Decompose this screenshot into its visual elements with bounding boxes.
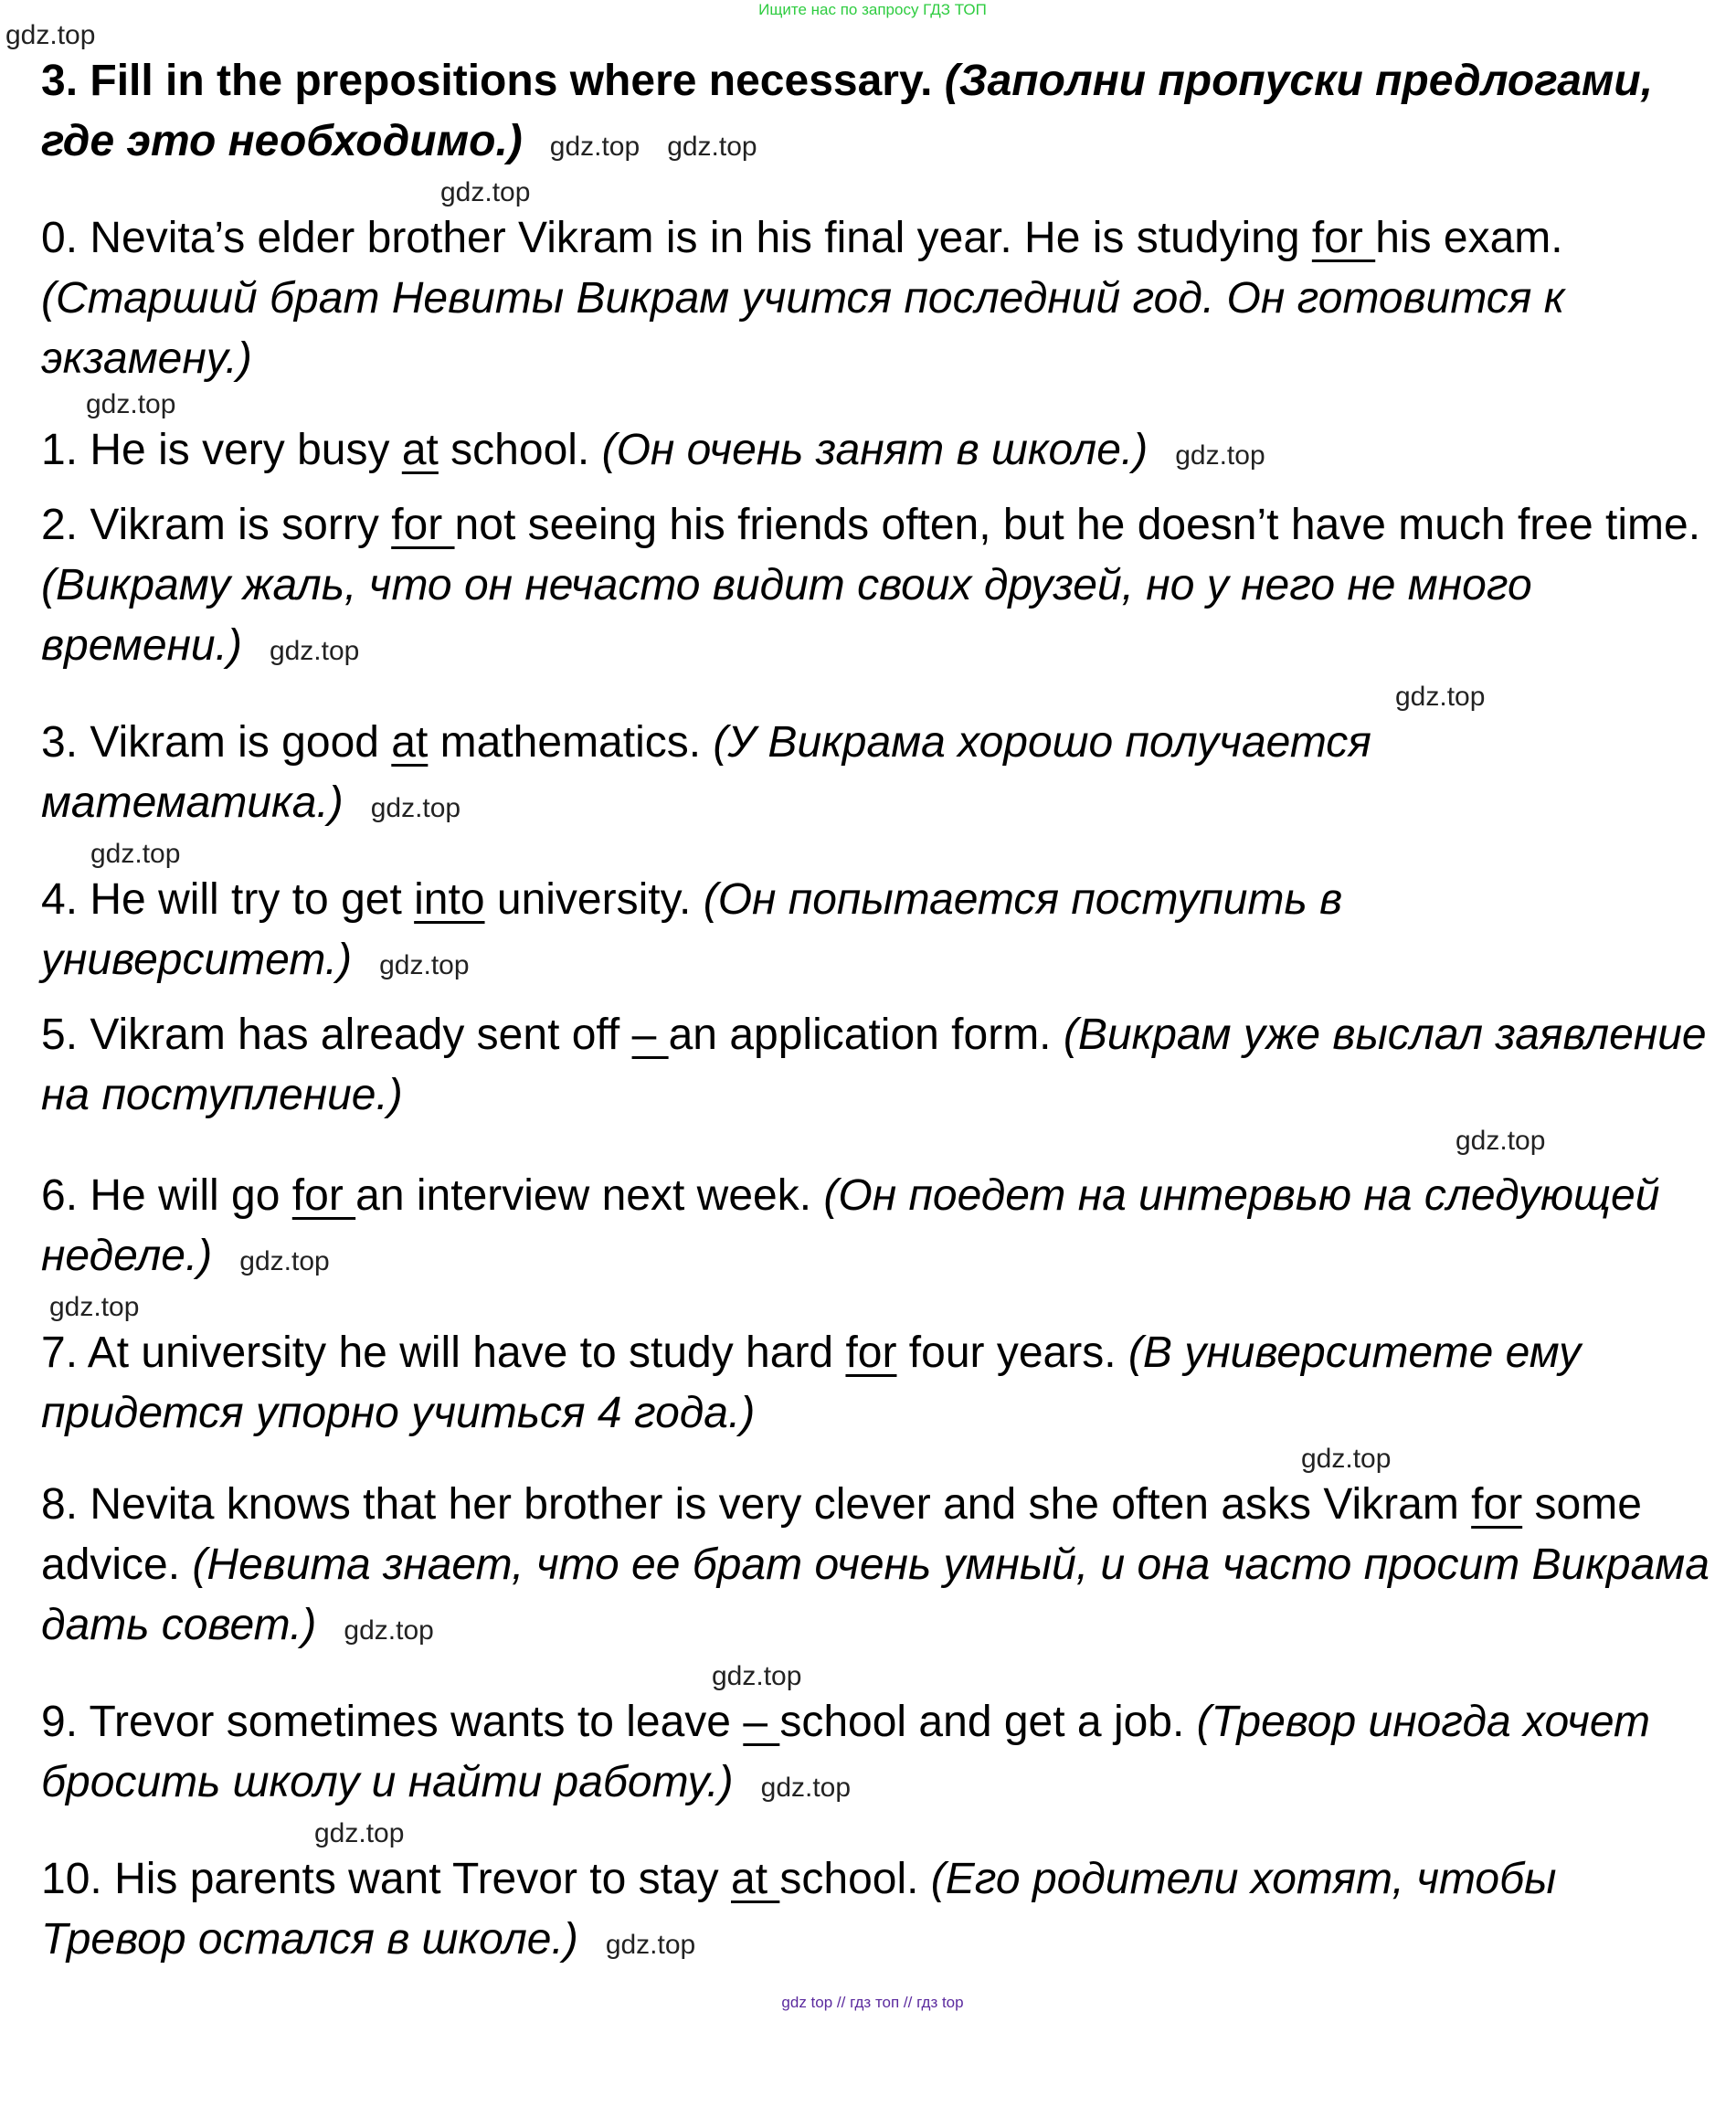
item-text-before: 10. His parents want Trevor to stay	[41, 1855, 731, 1903]
item-text-after: an application form.	[668, 1011, 1064, 1059]
exercise-item	[41, 870, 1713, 996]
item-translation: (В университете ему придется упорно учиться 4 года.)	[41, 1329, 1582, 1437]
item-text-before: 8. Nevita knows that her brother is very clever and she often asks Vikram	[41, 1480, 1472, 1529]
item-text-after: his exam.	[1375, 214, 1563, 262]
watermark: gdz.top	[5, 20, 96, 50]
item-answer: for	[291, 1171, 356, 1220]
watermark: gdz.top	[440, 177, 531, 207]
exercise-item	[41, 1005, 1713, 1126]
exercise-item	[41, 1166, 1713, 1292]
item-text-after: not seeing his friends often, but he doesn’t have much free time.	[454, 501, 1701, 549]
item-text-after: four years.	[896, 1329, 1128, 1377]
header-search-note: Ищите нас по запросу ГДЗ ТОП	[758, 1, 987, 18]
watermark: gdz.top	[712, 1661, 802, 1691]
item-text-before: 7. At university he will have to study hard	[41, 1329, 846, 1377]
item-translation: (Он поедет на интервью на следующей неделе.)	[41, 1171, 1660, 1280]
watermark: gdz.top	[549, 132, 640, 162]
exercise-item	[41, 495, 1713, 682]
item-answer: for	[845, 1329, 897, 1377]
watermark: gdz.top	[314, 1818, 405, 1848]
task-title	[41, 51, 1713, 177]
watermark: gdz.top	[239, 1246, 330, 1276]
watermark: gdz.top	[86, 389, 176, 419]
item-text-before: 3. Vikram is good	[41, 718, 392, 767]
item-answer: –	[743, 1698, 780, 1746]
item-translation: (Невита знает, что ее брат очень умный, и она часто просит Викрама дать совет.)	[41, 1540, 1710, 1649]
item-translation: (Викраму жаль, что он нечасто видит своих друзей, но у него не много времени.)	[41, 561, 1532, 670]
item-text-before: 6. He will go	[41, 1171, 292, 1220]
watermark: gdz.top	[1395, 682, 1486, 712]
spacer	[0, 996, 1736, 1005]
item-text-before: 0. Nevita’s elder brother Vikram is in his final year. He is studying	[41, 214, 1312, 262]
item-text-before: 9. Trevor sometimes wants to leave	[41, 1698, 744, 1746]
watermark: gdz.top	[1455, 1126, 1546, 1156]
watermark: gdz.top	[90, 839, 181, 869]
task-title-translation: (Заполни пропуски предлогами, где это необходимо.)	[41, 57, 1654, 165]
exercise-item	[41, 1475, 1713, 1661]
item-answer: at	[401, 426, 439, 474]
watermark: gdz.top	[370, 793, 461, 823]
watermark: gdz.top	[1301, 1444, 1392, 1474]
item-translation: (Он попытается поступить в университет.)	[41, 875, 1343, 984]
exercise-item	[41, 1692, 1713, 1818]
exercise-item	[41, 208, 1713, 389]
item-text-before: 4. He will try to get	[41, 875, 415, 924]
item-translation: (Его родители хотят, чтобы Тревор остался в школе.)	[41, 1855, 1557, 1964]
item-text-before: 1. He is very busy	[41, 426, 402, 474]
item-answer: at	[731, 1855, 780, 1903]
exercise-item	[41, 1323, 1713, 1444]
item-answer: at	[391, 718, 429, 767]
item-translation: (Он очень занят в школе.)	[601, 426, 1149, 474]
watermark: gdz.top	[760, 1773, 852, 1803]
item-text-after: university.	[484, 875, 704, 924]
item-answer: –	[631, 1011, 669, 1059]
item-answer: for	[1471, 1480, 1523, 1529]
item-text-after: school.	[438, 426, 602, 474]
item-text-after: an interview next week.	[355, 1171, 824, 1220]
watermark: gdz.top	[1175, 440, 1265, 471]
watermark: gdz.top	[605, 1930, 696, 1960]
item-translation: (У Викрама хорошо получается математика.)	[41, 718, 1371, 827]
footer-note: gdz top // гдз топ // гдз top	[781, 1994, 964, 2011]
watermark: gdz.top	[344, 1615, 434, 1646]
item-text-after: school and get a job.	[779, 1698, 1197, 1746]
item-text-after: mathematics.	[428, 718, 714, 767]
watermark: gdz.top	[379, 950, 470, 980]
item-text-before: 5. Vikram has already sent off	[41, 1011, 632, 1059]
item-text-after: some advice.	[41, 1480, 1642, 1589]
spacer	[0, 486, 1736, 495]
exercise-item	[41, 713, 1713, 839]
exercise-item	[41, 1849, 1713, 1975]
item-translation: (Старший брат Невиты Викрам учится последний год. Он готовится к экзамену.)	[41, 274, 1565, 383]
task-title-text: 3. Fill in the prepositions where necessary.	[41, 57, 933, 105]
item-answer: for	[1311, 214, 1376, 262]
item-translation: (Тревор иногда хочет бросить школу и найти работу.)	[41, 1698, 1650, 1806]
watermark: gdz.top	[49, 1292, 140, 1322]
item-translation: (Викрам уже выслал заявление на поступление.)	[41, 1011, 1707, 1119]
watermark: gdz.top	[667, 132, 757, 162]
exercise-item	[41, 420, 1713, 486]
item-answer: into	[414, 875, 485, 924]
spacer	[0, 1157, 1736, 1166]
item-text-before: 2. Vikram is sorry	[41, 501, 392, 549]
item-text-after: school.	[779, 1855, 931, 1903]
watermark: gdz.top	[269, 636, 360, 666]
item-answer: for	[391, 501, 455, 549]
